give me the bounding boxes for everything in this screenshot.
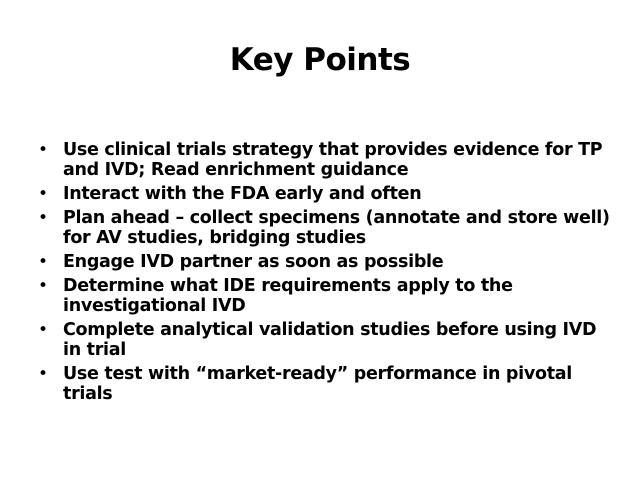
bullet-text: Use test with “market-ready” performance in pivotal trials bbox=[63, 364, 572, 404]
bullet-dot-icon: • bbox=[38, 184, 48, 204]
bullet-text: Complete analytical validation studies before using IVD in trial bbox=[63, 320, 597, 360]
bullet-dot-icon: • bbox=[38, 140, 48, 160]
bullet-text: Interact with the FDA early and often bbox=[63, 184, 422, 204]
bullet-text: Use clinical trials strategy that provides evidence for TP and IVD; Read enrichment guidance bbox=[63, 140, 603, 180]
bullet-dot-icon: • bbox=[38, 252, 48, 272]
bullet-item bbox=[38, 320, 618, 360]
bullet-dot-icon: • bbox=[38, 364, 48, 384]
bullet-text: Engage IVD partner as soon as possible bbox=[63, 252, 444, 272]
bullet-item bbox=[38, 140, 618, 180]
bullet-item bbox=[38, 208, 618, 248]
bullet-list bbox=[38, 140, 618, 408]
bullet-item bbox=[38, 184, 618, 204]
bullet-dot-icon: • bbox=[38, 208, 48, 228]
bullet-dot-icon: • bbox=[38, 320, 48, 340]
bullet-item bbox=[38, 276, 618, 316]
bullet-item bbox=[38, 252, 618, 272]
bullet-text: Determine what IDE requirements apply to the investigational IVD bbox=[63, 276, 513, 316]
bullet-text: Plan ahead – collect specimens (annotate and store well) for AV studies, bridging studies bbox=[63, 208, 610, 248]
bullet-item bbox=[38, 364, 618, 404]
bullet-dot-icon: • bbox=[38, 276, 48, 296]
slide-title: Key Points bbox=[229, 42, 411, 78]
